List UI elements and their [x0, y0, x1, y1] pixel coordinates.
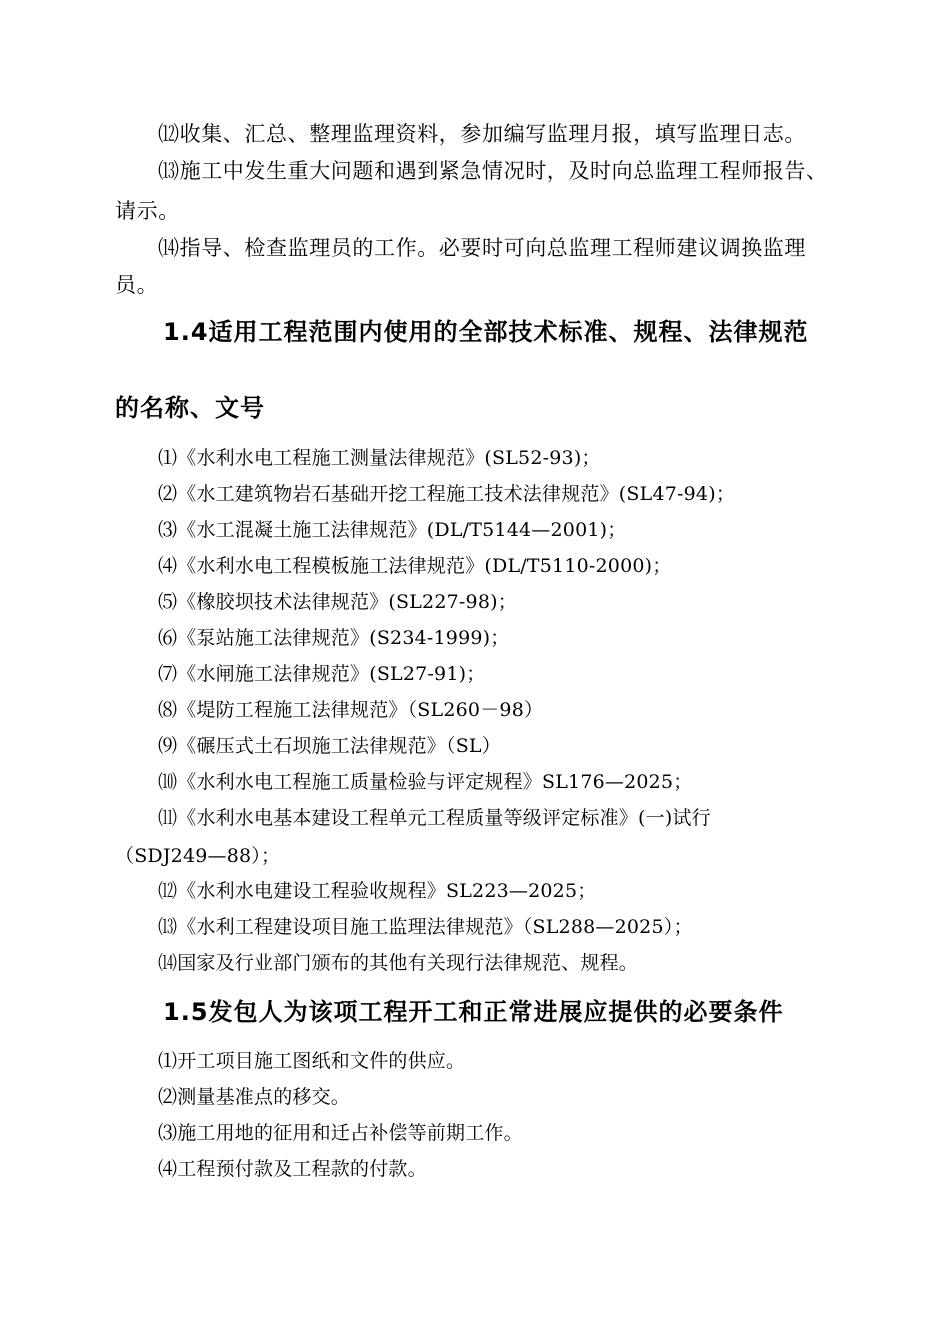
section-1-5-heading: 1.5发包人为该项工程开工和正常进展应提供的必要条件 — [163, 998, 784, 1026]
standard-item-11-continuation: （SDJ249—88）； — [115, 845, 281, 867]
condition-item-2: ⑵测量基准点的移交。 — [158, 1086, 351, 1108]
standard-item-7: ⑺《水闸施工法律规范》(SL27-91)； — [158, 663, 486, 685]
standard-item-1: ⑴《水利水电工程施工测量法律规范》(SL52-93)； — [158, 447, 601, 469]
section-1-4-heading: 1.4适用工程范围内使用的全部技术标准、规程、法律规范 — [163, 318, 809, 346]
standard-item-6: ⑹《泵站施工法律规范》(S234-1999)； — [158, 627, 510, 649]
duty-item-12: ⑿收集、汇总、整理监理资料，参加编写监理月报，填写监理日志。 — [158, 122, 806, 146]
standard-item-5: ⑸《橡胶坝技术法律规范》(SL227-98)； — [158, 591, 517, 613]
duty-item-14-continuation: 员。 — [115, 273, 159, 297]
standard-item-12: ⑿《水利水电建设工程验收规程》SL223—2025； — [158, 880, 597, 902]
standard-item-8: ⑻《堤防工程施工法律规范》（SL260－98） — [158, 699, 544, 721]
condition-item-3: ⑶施工用地的征用和迁占补偿等前期工作。 — [158, 1122, 523, 1144]
condition-item-4: ⑷工程预付款及工程款的付款。 — [158, 1158, 427, 1180]
standard-item-3: ⑶《水工混凝土施工法律规范》(DL/T5144—2001)； — [158, 519, 627, 541]
duty-item-13-continuation: 请示。 — [115, 199, 180, 223]
standard-item-4: ⑷《水利水电工程模板施工法律规范》(DL/T5110-2000)； — [158, 555, 672, 577]
standard-item-11: ⑾《水利水电基本建设工程单元工程质量等级评定标准》(一)试行 — [158, 807, 711, 829]
duty-item-13: ⒀施工中发生重大问题和遇到紧急情况时，及时向总监理工程师报告、 — [158, 159, 828, 183]
duty-item-14: ⒁指导、检查监理员的工作。必要时可向总监理工程师建议调换监理 — [158, 236, 806, 260]
standard-item-10: ⑽《水利水电工程施工质量检验与评定规程》SL176—2025； — [158, 771, 693, 793]
standard-item-13: ⒀《水利工程建设项目施工监理法律规范》（SL288—2025）； — [158, 916, 693, 938]
condition-item-1: ⑴开工项目施工图纸和文件的供应。 — [158, 1050, 466, 1072]
section-1-4-heading-continuation: 的名称、文号 — [115, 394, 265, 422]
standard-item-9: ⑼《碾压式土石坝施工法律规范》（SL） — [158, 735, 501, 757]
standard-item-14: ⒁国家及行业部门颁布的其他有关现行法律规范、规程。 — [158, 952, 639, 974]
standard-item-2: ⑵《水工建筑物岩石基础开挖工程施工技术法律规范》(SL47-94)； — [158, 483, 736, 505]
